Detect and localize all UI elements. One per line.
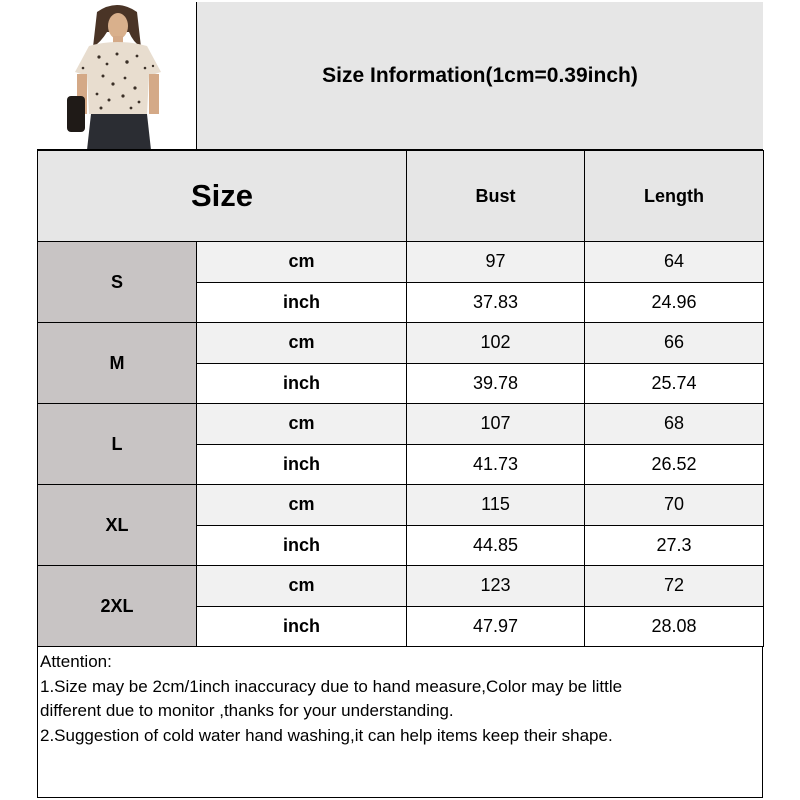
- size-information-header: [197, 2, 763, 150]
- table-row: [38, 323, 764, 364]
- length-column-header: Length: [585, 151, 764, 242]
- bust-value: 97: [407, 242, 585, 283]
- bust-column-header: Bust: [407, 151, 585, 242]
- table-row: [38, 485, 764, 526]
- length-value: 25.74: [585, 363, 764, 404]
- length-value: 72: [585, 566, 764, 607]
- size-column-header: Size: [38, 151, 407, 242]
- bust-value: 123: [407, 566, 585, 607]
- length-value: 26.52: [585, 444, 764, 485]
- size-label: 2XL: [38, 566, 197, 647]
- attention-notes: [40, 650, 755, 748]
- size-label: L: [38, 404, 197, 485]
- length-value: 27.3: [585, 525, 764, 566]
- bust-value: 102: [407, 323, 585, 364]
- length-value: 64: [585, 242, 764, 283]
- bust-value: 37.83: [407, 282, 585, 323]
- attention-note-1-continued: different due to monitor ,thanks for your understanding.: [40, 701, 454, 720]
- bust-value: 44.85: [407, 525, 585, 566]
- length-value: 66: [585, 323, 764, 364]
- product-photo: [37, 2, 197, 150]
- size-information-title: Size Information(1cm=0.39inch): [322, 63, 638, 87]
- length-value: 68: [585, 404, 764, 445]
- attention-note-1: 1.Size may be 2cm/1inch inaccuracy due to hand measure,Color may be little: [40, 676, 623, 696]
- table-row: [38, 404, 764, 445]
- unit-label: cm: [197, 566, 407, 607]
- unit-label: inch: [197, 363, 407, 404]
- length-value: 24.96: [585, 282, 764, 323]
- bust-value: 47.97: [407, 606, 585, 647]
- size-label: M: [38, 323, 197, 404]
- unit-label: inch: [197, 444, 407, 485]
- bust-value: 107: [407, 404, 585, 445]
- unit-label: inch: [197, 525, 407, 566]
- size-table: [37, 150, 764, 647]
- length-value: 70: [585, 485, 764, 526]
- unit-label: inch: [197, 282, 407, 323]
- length-value: 28.08: [585, 606, 764, 647]
- unit-label: cm: [197, 404, 407, 445]
- product-photo-image: [37, 2, 197, 150]
- attention-heading: Attention:: [40, 652, 112, 671]
- bust-value: 41.73: [407, 444, 585, 485]
- size-label: S: [38, 242, 197, 323]
- table-row: [38, 242, 764, 283]
- unit-label: cm: [197, 323, 407, 364]
- unit-label: inch: [197, 606, 407, 647]
- unit-label: cm: [197, 242, 407, 283]
- size-label: XL: [38, 485, 197, 566]
- attention-note-2: 2.Suggestion of cold water hand washing,it can help items keep their shape.: [40, 725, 613, 745]
- table-row: [38, 566, 764, 607]
- bust-value: 115: [407, 485, 585, 526]
- table-header-row: [38, 151, 764, 242]
- unit-label: cm: [197, 485, 407, 526]
- bust-value: 39.78: [407, 363, 585, 404]
